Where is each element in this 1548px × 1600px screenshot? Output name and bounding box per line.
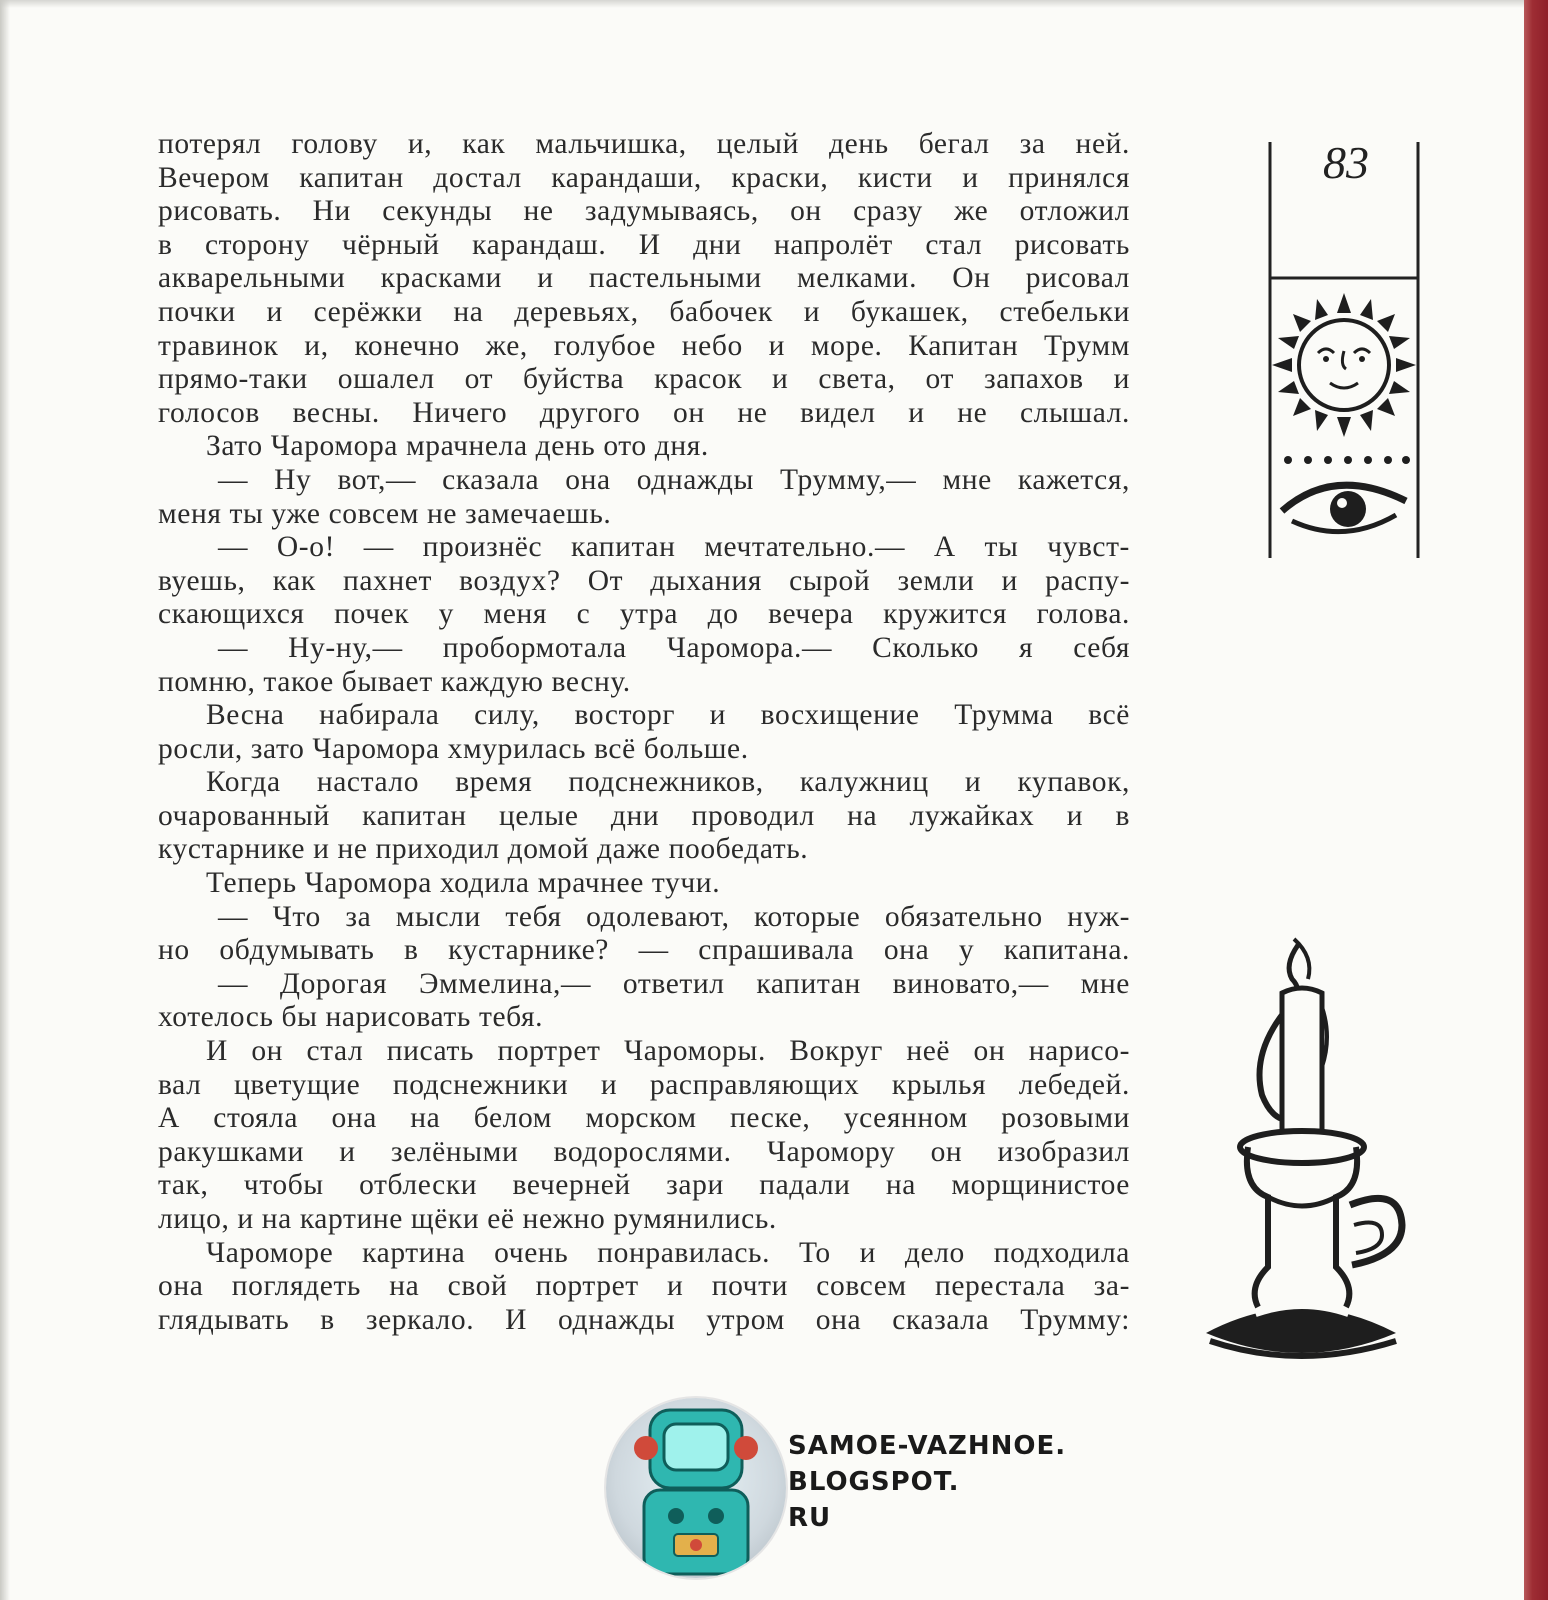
text-line: И он стал писать портрет Чароморы. Вокруг неё он нарисо- xyxy=(206,1035,1130,1068)
dots-row xyxy=(1284,456,1410,464)
text-line: в сторону чёрный карандаш. И дни напролёт стал рисовать xyxy=(158,228,1130,261)
text-line: потерял голову и, как мальчишка, целый день бегал за ней. xyxy=(158,128,1130,160)
text-line: но обдумывать в кустарнике? — спрашивала она у капитана. xyxy=(158,934,1130,967)
watermark-line: BLOGSPOT. xyxy=(788,1467,960,1497)
text-line: скающихся почек у меня с утра до вечера кружится голова. xyxy=(158,598,1130,631)
text-line: Чароморе картина очень понравилась. То и дело подходила xyxy=(206,1236,1130,1269)
text-line: глядывать в зеркало. И однажды утром она сказала Трумму: xyxy=(158,1303,1130,1336)
text-line: помню, такое бывает каждую весну. xyxy=(158,665,631,698)
text-line: — Ну-ну,— пробормотала Чаромора.— Сколько я себя xyxy=(218,631,1130,664)
text-line: — Дорогая Эммелина,— ответил капитан виновато,— мне xyxy=(218,967,1130,1000)
text-line: голосов весны. Ничего другого он не видел и не слышал. xyxy=(158,396,1130,429)
margin-ornament xyxy=(1266,140,1426,560)
text-line: росли, зато Чаромора хмурилась всё больше. xyxy=(158,732,749,765)
sun-icon xyxy=(1272,293,1416,437)
text-line: вуешь, как пахнет воздух? От дыхания сырой земли и распу- xyxy=(158,564,1130,597)
text-line: — Что за мысли тебя одолевают, которые обязательно нуж- xyxy=(218,900,1130,933)
watermark xyxy=(606,1398,1166,1588)
text-line: А стояла она на белом морском песке, усеянном розовыми xyxy=(158,1102,1130,1135)
text-line: Весна набирала силу, восторг и восхищение Трумма всё xyxy=(206,699,1130,732)
text-line: так, чтобы отблески вечерней зари падали на морщинистое xyxy=(158,1169,1130,1202)
text-line: очарованный капитан целые дни проводил на лужайках и в xyxy=(158,799,1130,832)
watermark-line: RU xyxy=(788,1503,832,1533)
text-line: Теперь Чаромора ходила мрачнее тучи. xyxy=(206,867,721,900)
text-line: меня ты уже совсем не замечаешь. xyxy=(158,497,612,530)
text-line: кустарнике и не приходил домой даже пообедать. xyxy=(158,833,809,866)
page-shadow-left xyxy=(0,0,10,1600)
text-line: — О-о! — произнёс капитан мечтательно.— А ты чувст- xyxy=(218,531,1130,564)
book-cover-edge xyxy=(1524,0,1548,1600)
text-line: лицо, и на картине щёки её нежно румянились. xyxy=(158,1203,777,1235)
text-line: хотелось бы нарисовать тебя. xyxy=(158,1001,544,1034)
text-line: вал цветущие подснежники и расправляющих крылья лебедей. xyxy=(158,1068,1130,1101)
text-line: она поглядеть на свой портрет и почти совсем перестала за- xyxy=(158,1270,1130,1303)
page-number: 83 xyxy=(1323,137,1369,188)
text-line: Когда настало время подснежников, калужниц и купавок, xyxy=(206,766,1130,799)
eye-icon xyxy=(1282,485,1406,531)
watermark-text xyxy=(788,1428,1066,1536)
text-line: — Ну вот,— сказала она однажды Трумму,— мне кажется, xyxy=(218,463,1130,496)
text-line: акварельными красками и пастельными мелками. Он рисовал xyxy=(158,262,1130,295)
body-text xyxy=(158,128,1130,1337)
text-line: рисовать. Ни секунды не задумываясь, он сразу же отложил xyxy=(158,195,1130,228)
text-line: почки и серёжки на деревьях, бабочек и букашек, стебельки xyxy=(158,295,1130,328)
text-line: Вечером капитан достал карандаши, краски, кисти и принялся xyxy=(158,161,1130,194)
candle-icon xyxy=(1186,935,1416,1375)
robot-avatar xyxy=(606,1398,786,1578)
text-line: ракушками и зелёными водорослями. Чаромору он изобразил xyxy=(158,1135,1130,1168)
page-shadow-top xyxy=(0,0,1524,8)
text-line: Зато Чаромора мрачнела день ото дня. xyxy=(206,430,709,463)
text-line: травинок и, конечно же, голубое небо и море. Капитан Трумм xyxy=(158,329,1130,362)
text-line: прямо-таки ошалел от буйства красок и света, от запахов и xyxy=(158,363,1130,396)
watermark-line: SAMOE-VAZHNOE. xyxy=(788,1431,1067,1461)
